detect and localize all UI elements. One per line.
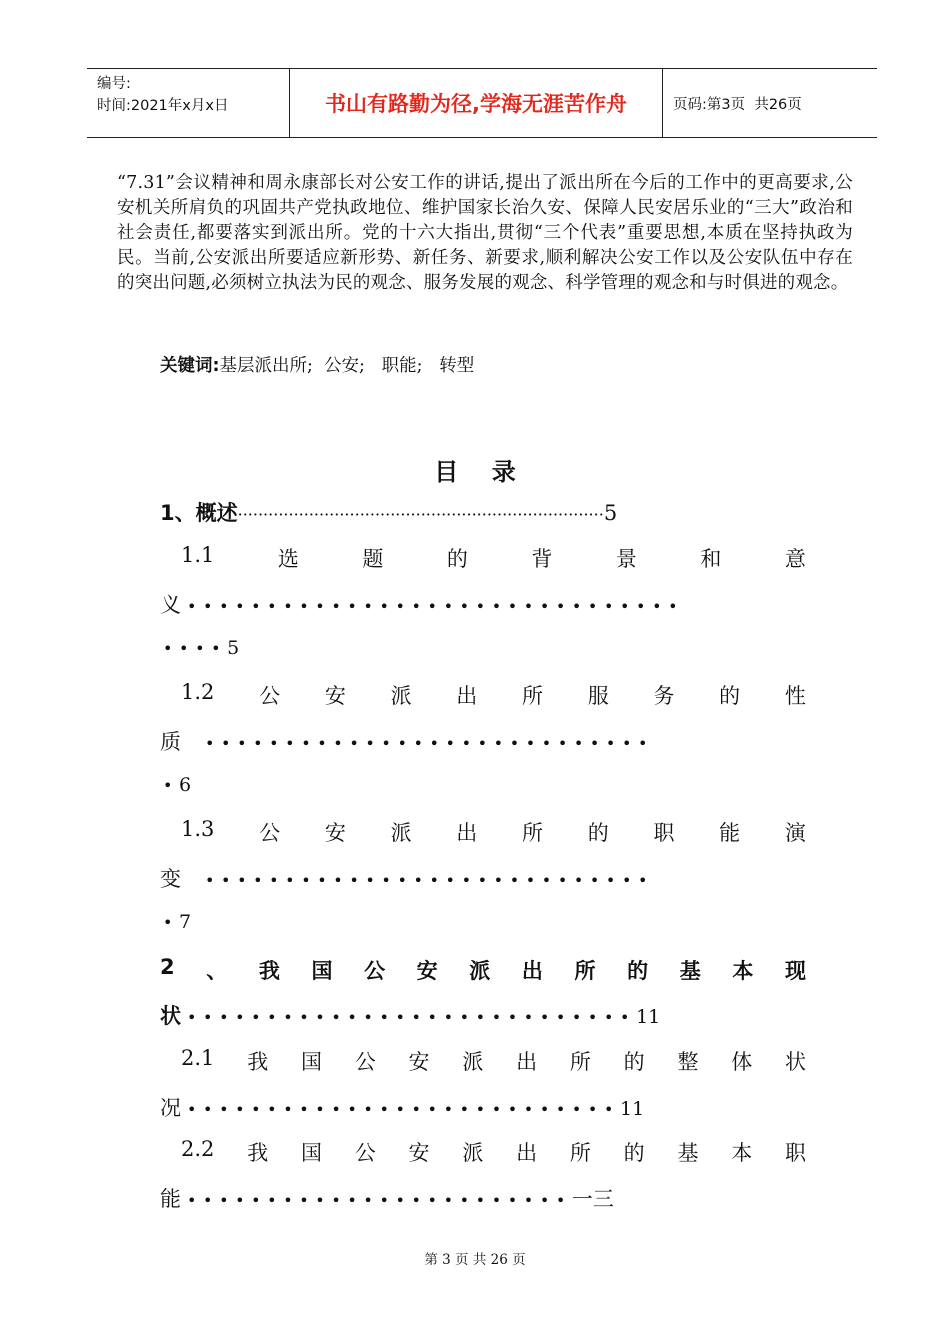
- toc-entry-2-1[interactable]: [181, 1046, 806, 1076]
- toc-page: 7: [179, 911, 192, 933]
- toc-char: 公: [354, 1050, 376, 1074]
- toc-char: 出: [516, 1050, 538, 1074]
- toc-char: 能: [719, 821, 741, 845]
- toc-char: 务: [653, 684, 675, 708]
- toc-char: 状: [160, 1004, 181, 1028]
- toc-number: 2.1: [181, 1046, 215, 1070]
- toc-char: 景: [615, 547, 637, 571]
- toc-char: 出: [456, 684, 478, 708]
- toc-char: 派: [462, 1141, 484, 1165]
- toc-char: 的: [623, 1050, 645, 1074]
- toc-dots: •: [163, 913, 180, 932]
- toc-char: 本: [731, 1141, 753, 1165]
- toc-page: 6: [179, 774, 192, 796]
- toc-dots: ········································································: [237, 505, 604, 524]
- toc-char: 出: [521, 959, 543, 983]
- toc-char: 公: [364, 959, 386, 983]
- toc-char: 状: [785, 1050, 806, 1074]
- number-label: 编号:: [97, 76, 131, 92]
- toc-page: 11: [620, 1098, 645, 1120]
- toc-char: 能: [160, 1187, 181, 1211]
- abstract-paragraph: “7.31”会议精神和周永康部长对公安工作的讲话,提出了派出所在今后的工作中的更高要求,公安机关所肩负的巩固共产党执政地位、维护国家长治久安、保障人民安居乐业的“三大”政治和社会责任,都要落实到派出所。党的十六大指出,贯彻“三个代表”重要思想,本质在坚持执政为民。当前,公安派出所要适应新形势、新任务、新要求,顺利解决公安工作以及公安队伍中存在的突出问题,必须树立执法为民的观念、服务发展的观念、科学管理的观念和与时俱进的观念。: [117, 173, 853, 293]
- toc-char: 我: [247, 1141, 269, 1165]
- toc-page: 5: [227, 637, 240, 659]
- toc-char: 2: [160, 955, 175, 979]
- toc-char: 安: [408, 1141, 430, 1165]
- toc-entry-ch1[interactable]: [160, 497, 770, 527]
- toc-char: 的: [719, 684, 741, 708]
- toc-char: 基: [679, 959, 701, 983]
- toc-char: 整: [677, 1050, 699, 1074]
- toc-char: 和: [700, 547, 722, 571]
- toc-char: 我: [247, 1050, 269, 1074]
- page-header: [87, 68, 877, 138]
- toc-dots: ••••••••••••••••••••••••••••: [205, 871, 655, 890]
- toc-dots: ••••••••••••••••••••••••••••: [187, 1008, 637, 1027]
- toc-char: 演: [784, 821, 806, 845]
- toc-entry-ch2[interactable]: [160, 955, 806, 985]
- toc-char: 国: [300, 1141, 322, 1165]
- toc-char: 意: [784, 547, 806, 571]
- toc-number: 1.3: [181, 817, 215, 841]
- toc-char: 所: [569, 1141, 591, 1165]
- toc-dots: ••••: [163, 639, 228, 658]
- toc-char: 现: [784, 959, 806, 983]
- toc-char: 体: [731, 1050, 753, 1074]
- toc-char: 义: [160, 593, 181, 617]
- toc-entry-1-2-cont: [160, 726, 810, 756]
- toc-label: 1、概述: [160, 501, 238, 525]
- time-label: 时间:2021年x月x日: [97, 98, 229, 114]
- toc-number: 2.2: [181, 1137, 215, 1161]
- header-page-info: [663, 69, 877, 137]
- toc-entry-2-2[interactable]: [181, 1137, 806, 1167]
- keywords-line: [160, 352, 474, 377]
- toc-number: 1.2: [181, 680, 215, 704]
- toc-char: 所: [522, 821, 543, 845]
- toc-dots: •••••••••••••••••••••••••••: [187, 1100, 621, 1119]
- header-motto: 书山有路勤为径,学海无涯苦作舟: [289, 69, 663, 137]
- toc-char: 题: [362, 547, 384, 571]
- toc-entry-2-1-cont: [160, 1092, 644, 1122]
- toc-char: 、: [206, 959, 228, 983]
- toc-char: 职: [785, 1141, 806, 1165]
- toc-title: 目 录: [434, 458, 516, 486]
- toc-char: 安: [408, 1050, 430, 1074]
- toc-char: 的: [627, 959, 649, 983]
- toc-entry-ch2-cont: [160, 1000, 660, 1030]
- toc-char: 质: [160, 730, 181, 754]
- toc-page: 一三: [571, 1187, 614, 1211]
- toc-char: 的: [587, 821, 609, 845]
- toc-entry-1-3-cont: [160, 863, 810, 893]
- toc-char: 的: [446, 547, 468, 571]
- toc-char: 变: [160, 867, 181, 891]
- toc-char: 安: [416, 959, 438, 983]
- toc-char: 派: [390, 684, 412, 708]
- toc-entry-1-1-page: [163, 635, 239, 659]
- toc-number: 1.1: [181, 543, 215, 567]
- toc-char: 出: [456, 821, 478, 845]
- toc-char: 所: [522, 684, 543, 708]
- toc-entry-2-2-cont: [160, 1183, 614, 1213]
- toc-char: 所: [569, 1050, 591, 1074]
- toc-dots: ••••••••••••••••••••••••: [187, 1191, 572, 1210]
- toc-char: 基: [677, 1141, 699, 1165]
- toc-char: 职: [653, 821, 675, 845]
- toc-char: 服: [587, 684, 609, 708]
- toc-char: 所: [574, 959, 596, 983]
- toc-char: 我: [258, 959, 280, 983]
- toc-char: 安: [324, 821, 346, 845]
- toc-char: 况: [160, 1096, 181, 1120]
- toc-char: 派: [390, 821, 412, 845]
- toc-entry-1-1[interactable]: [181, 543, 806, 573]
- toc-char: 选: [277, 547, 299, 571]
- keywords-items: 基层派出所; 公安; 职能; 转型: [219, 356, 475, 376]
- toc-char: 安: [324, 684, 346, 708]
- page-label: 页码:第3页 共26页: [673, 96, 802, 113]
- toc-dots: •: [163, 776, 180, 795]
- toc-entry-1-2-page: [163, 772, 191, 796]
- toc-char: 派: [469, 959, 491, 983]
- toc-entry-1-3[interactable]: [181, 817, 806, 847]
- toc-char: 背: [531, 547, 553, 571]
- toc-entry-1-3-page: [163, 909, 191, 933]
- toc-char: 本: [732, 959, 754, 983]
- toc-entry-1-1-cont: [160, 589, 810, 619]
- keywords-label: 关键词:: [160, 356, 220, 376]
- toc-char: 出: [516, 1141, 538, 1165]
- toc-dots: •••••••••••••••••••••••••••••••: [187, 597, 685, 616]
- toc-entry-1-2[interactable]: [181, 680, 806, 710]
- toc-char: 国: [300, 1050, 322, 1074]
- toc-dots: ••••••••••••••••••••••••••••: [205, 734, 655, 753]
- page-footer: 第 3 页 共 26 页: [424, 1252, 526, 1268]
- toc-page: 11: [636, 1006, 661, 1028]
- toc-char: 公: [259, 821, 281, 845]
- toc-page: 5: [603, 501, 618, 525]
- toc-char: 派: [462, 1050, 484, 1074]
- toc-char: 国: [311, 959, 333, 983]
- toc-char: 性: [784, 684, 806, 708]
- toc-char: 的: [623, 1141, 645, 1165]
- header-info: [87, 69, 289, 137]
- toc-char: 公: [259, 684, 281, 708]
- toc-char: 公: [354, 1141, 376, 1165]
